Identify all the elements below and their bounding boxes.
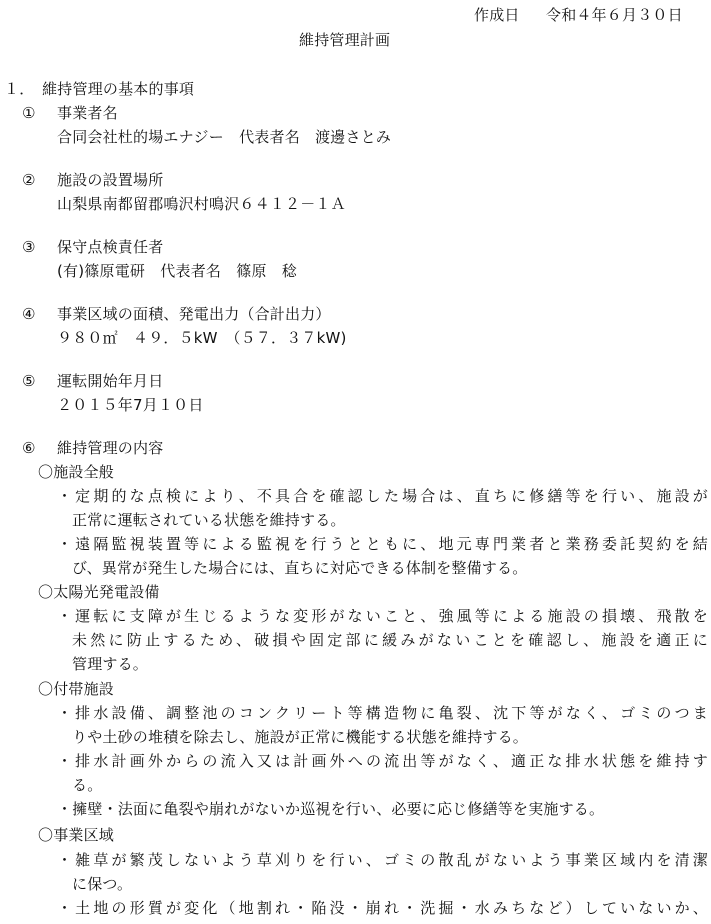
bullet-line: ・擁壁・法面に亀裂や崩れがないか巡視を行い、必要に応じ修繕等を実施する。 <box>57 800 605 818</box>
item-value-inspector: (有)篠原電研 代表者名 篠原 稔 <box>57 262 298 280</box>
item-label-location: 施設の設置場所 <box>57 171 164 189</box>
bullet-line: ・運転に支障が生じるような変形がないこと、強風等による施設の損壊、飛散を <box>57 607 708 625</box>
item-label-area-output: 事業区域の面積、発電出力（合計出力） <box>57 305 331 323</box>
item-label-business-name: 事業者名 <box>57 104 118 122</box>
group-heading-business-area: 〇事業区域 <box>38 826 115 844</box>
bullet-line: 未然に防止するため、破損や固定部に緩みがないことを確認し、施設を適正に <box>72 631 708 649</box>
bullet-line: ・排水設備、調整池のコンクリート等構造物に亀裂、沈下等がなく、ゴミのつま <box>57 704 708 722</box>
bullet-line: ・遠隔監視装置等による監視を行うとともに、地元専門業者と業務委託契約を結 <box>57 535 708 553</box>
item-value-business-name: 合同会社杜的場エナジー 代表者名 渡邊さとみ <box>57 128 392 146</box>
item-label-inspector: 保守点検責任者 <box>57 238 164 256</box>
bullet-line: りや土砂の堆積を除去し、施設が正常に機能する状態を維持する。 <box>72 728 529 746</box>
item-value-location: 山梨県南都留郡鳴沢村鳴沢６４１２－１Ａ <box>57 195 346 213</box>
creation-date-value: 令和４年６月３０日 <box>546 6 683 24</box>
bullet-line: ・雑草が繁茂しないよう草刈りを行い、ゴミの散乱がないよう事業区域内を清潔 <box>57 851 708 869</box>
creation-date-label: 作成日 <box>474 6 520 24</box>
item-value-area-output: ９８０㎡ ４９．５kW （５７．３７kW) <box>57 329 347 347</box>
item-label-start-date: 運転開始年月日 <box>57 372 164 390</box>
bullet-line: ・定期的な点検により、不具合を確認した場合は、直ちに修繕等を行い、施設が <box>57 487 708 505</box>
item-marker-1: ① <box>22 104 36 122</box>
bullet-line: 正常に運転されている状態を維持する。 <box>72 511 346 529</box>
bullet-line: ・排水計画外からの流入又は計画外への流出等がなく、適正な排水状態を維持す <box>57 752 708 770</box>
bullet-line: 管理する。 <box>72 655 149 673</box>
item-marker-5: ⑤ <box>22 372 36 390</box>
document-title: 維持管理計画 <box>299 31 391 49</box>
item-marker-4: ④ <box>22 305 36 323</box>
section-heading: １． 維持管理の基本的事項 <box>4 80 195 98</box>
group-heading-facility-general: 〇施設全般 <box>38 463 115 481</box>
item-label-maintenance: 維持管理の内容 <box>57 439 164 457</box>
group-heading-solar-equipment: 〇太陽光発電設備 <box>38 583 160 601</box>
bullet-line: に保つ。 <box>72 875 133 893</box>
bullet-line: ・土地の形質が変化（地割れ・陥没・崩れ・洗掘・水みちなど）していないか、 <box>57 899 708 917</box>
item-marker-6: ⑥ <box>22 439 36 457</box>
bullet-line: び、異常が発生した場合には、直ちに対応できる体制を整備する。 <box>72 559 528 577</box>
group-heading-auxiliary-facilities: 〇付帯施設 <box>38 680 115 698</box>
item-marker-2: ② <box>22 171 36 189</box>
bullet-line: る。 <box>72 776 103 794</box>
item-value-start-date: ２０１５年7月１０日 <box>57 396 204 414</box>
item-marker-3: ③ <box>22 238 36 256</box>
